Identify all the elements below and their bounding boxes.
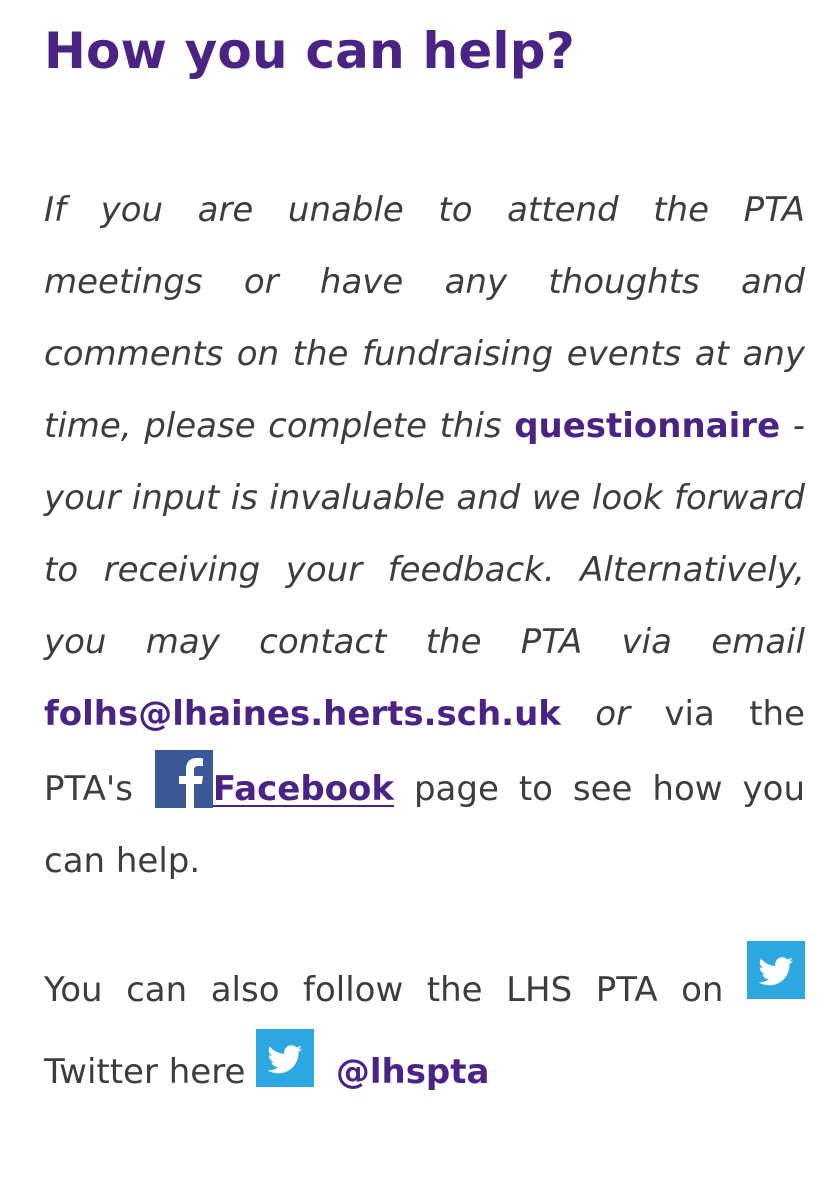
twitter-icon[interactable]	[747, 941, 805, 999]
twitter-bird-glyph-inline	[256, 1029, 314, 1087]
twitter-handle-link[interactable]: @lhspta	[335, 1052, 490, 1092]
twitter-paragraph	[44, 941, 805, 1111]
facebook-icon[interactable]	[155, 750, 213, 808]
twitter-icon-inline[interactable]	[256, 1029, 314, 1087]
intro-text-4: via the PTA's	[44, 694, 805, 809]
intro-text-3: or	[595, 694, 631, 734]
twitter-bird-glyph	[747, 941, 805, 999]
twitter-text-1: You can also follow the LHS PTA on	[44, 970, 724, 1010]
intro-text-2: - your input is invaluable and we look forward to receiving your feedback. Alternatively, you may contact the PTA via email	[44, 406, 805, 662]
intro-text-1: If you are unable to attend the PTA meetings or have any thoughts and comments on the fundraising events at any time, please complete this	[44, 190, 805, 446]
facebook-f-glyph	[155, 750, 213, 808]
email-link[interactable]: folhs@lhaines.herts.sch.uk	[44, 694, 561, 734]
questionnaire-link[interactable]: questionnaire	[514, 406, 781, 446]
twitter-text-2: Twitter here	[44, 1052, 246, 1092]
page-title: How you can help?	[44, 22, 575, 80]
help-paragraph	[44, 174, 805, 897]
facebook-link[interactable]: Facebook	[212, 769, 394, 809]
intro-text-5: page to see how you can help.	[44, 769, 806, 881]
